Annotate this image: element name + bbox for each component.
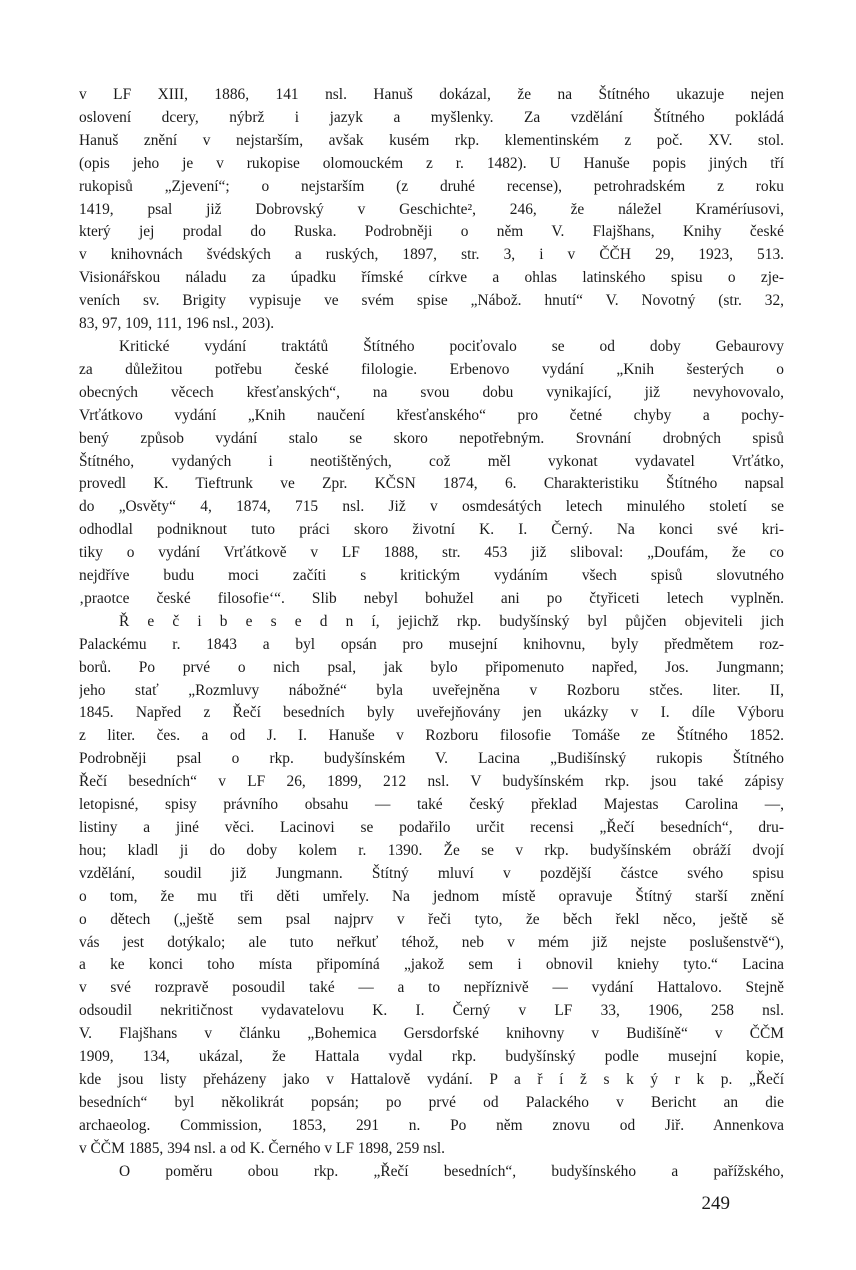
text-line: besedních“ byl několikrát popsán; po prvé od Palackého v Bericht an die <box>79 1093 784 1111</box>
text-line: 1419, psal již Dobrovský v Geschichte², 246, že náležel Kraméríusovi, <box>79 200 784 218</box>
text-line: hou; kladl ji do doby kolem r. 1390. Že se v rkp. budyšínském obráží dvojí <box>79 841 784 859</box>
paragraph-2 <box>79 336 784 611</box>
text-line: 1845. Napřed z Řečí besedních byly uveřejňovány jen ukázky v I. díle Výboru <box>79 704 784 722</box>
text-line: tiky o vydání Vrťátkově v LF 1888, str. 453 již sliboval: „Doufám, že co <box>79 544 784 562</box>
text-line: ‚praotce české filosofie‘“. Slib nebyl bohužel ani po čtyřiceti letech vyplněn. <box>79 589 784 607</box>
text-line: Řečí besedních“ v LF 26, 1899, 212 nsl. V budyšínském rkp. jsou také zápisy <box>79 773 784 791</box>
text-line: v knihovnách švédských a ruských, 1897, str. 3, i v ČČH 29, 1923, 513. <box>79 246 784 264</box>
text-line: z liter. čes. a od J. I. Hanuše v Rozboru filosofie Tomáše ze Štítného 1852. <box>79 727 784 745</box>
text-line: za důležitou potřebu české filologie. Erbenovo vydání „Knih šesterých o <box>79 360 784 378</box>
text-line: provedl K. Tieftrunk ve Zpr. KČSN 1874, 6. Charakteristiku Štítného napsal <box>79 475 784 493</box>
text-line: letopisné, spisy právního obsahu — také český překlad Majestas Carolina —, <box>79 796 784 814</box>
text-line: V. Flajšhans v článku „Bohemica Gersdorfské knihovny v Budišíně“ v ČČM <box>79 1025 784 1043</box>
text-line: v ČČM 1885, 394 nsl. a od K. Černého v LF 1898, 259 nsl. <box>79 1139 445 1157</box>
text-line: Visionářskou náladu za úpadku římské církve a ohlas latinského spisu o zje- <box>79 269 784 287</box>
text-line: Ř e č i b e s e d n í, jejichž rkp. budyšínský byl půjčen objeviteli jich <box>119 612 784 630</box>
page-number: 249 <box>701 1193 730 1214</box>
text-line: nejdříve budu moci začíti s kritickým vydáním všech spisů slovutného <box>79 567 784 585</box>
text-line: kde jsou listy přeházeny jako v Hattalově vydání. P a ř í ž s k ý r k p. „Řečí <box>79 1070 784 1088</box>
text-line: Vrťátkovo vydání „Knih naučení křesťanského“ pro četné chyby a pochy- <box>79 406 784 424</box>
text-line: vás jest dotýkalo; ale tuto neřkuť téhož, neb v mém již nejste poslušenstvě“), <box>79 933 784 951</box>
text-line: Podrobněji psal o rkp. budyšínském V. Lacina „Budišínský rukopis Štítného <box>79 750 784 768</box>
text-line: Štítného, vydaných i neotištěných, což měl vykonat vydavatel Vrťátko, <box>79 452 784 470</box>
text-line: jeho stať „Rozmluvy nábožné“ byla uveřejněna v Rozboru stčes. liter. II, <box>79 681 784 699</box>
text-line: a ke konci toho místa připomíná „jakož sem i obnovil kniehy tyto.“ Lacina <box>79 956 784 974</box>
text-line: o dětech („ještě sem psal najprv v řeči tyto, že běch řekl něco, ještě sě <box>79 910 784 928</box>
text-line: O poměru obou rkp. „Řečí besedních“, budyšínského a pařížského, <box>119 1162 784 1180</box>
text-line: vzdělání, soudil již Jungmann. Štítný mluví v pozdější částce svého spisu <box>79 864 784 882</box>
text-line: o tom, že mu tři děti umřely. Na jednom místě opravuje Štítný starší znění <box>79 887 784 905</box>
page-body <box>79 84 784 1184</box>
text-line: v LF XIII, 1886, 141 nsl. Hanuš dokázal, že na Štítného ukazuje nejen <box>79 86 784 103</box>
text-line: 83, 97, 109, 111, 196 nsl., 203). <box>79 315 275 333</box>
text-line: rukopisů „Zjevení“; o nejstarším (z druhé recense), petrohradském z roku <box>79 177 784 195</box>
text-line: v své rozpravě posoudil také — a to nepříznivě — vydání Hattalovo. Stejně <box>79 979 784 997</box>
text-line: 1909, 134, ukázal, že Hattala vydal rkp. budyšínský podle musejní kopie, <box>79 1048 784 1066</box>
text-line: odsoudil nekritičnost vydavatelovu K. I. Černý v LF 33, 1906, 258 nsl. <box>79 1002 784 1020</box>
text-line: veních sv. Brigity vypisuje ve svém spise „Nábož. hnutí“ V. Novotný (str. 32, <box>79 292 784 310</box>
text-line: listiny a jiné věci. Lacinovi se podařilo určit recensi „Řečí besedních“, dru- <box>79 819 784 836</box>
text-line: archaeolog. Commission, 1853, 291 n. Po něm znovu od Jiř. Annenkova <box>79 1116 784 1134</box>
text-line: který jej prodal do Ruska. Podrobněji o něm V. Flajšhans, Knihy české <box>79 223 784 241</box>
paragraph-1 <box>79 84 784 336</box>
text-line: Hanuš znění v nejstarším, avšak kusém rkp. klementinském z poč. XV. stol. <box>79 131 784 149</box>
text-line: Palackému r. 1843 a byl opsán pro musejní knihovnu, byly předmětem roz- <box>79 635 784 653</box>
text-line: odhodlal podniknout tuto práci skoro životní K. I. Černý. Na konci své kri- <box>79 521 784 539</box>
text-line: oslovení dcery, nýbrž i jazyk a myšlenky. Za vzdělání Štítného pokládá <box>79 108 784 126</box>
text-line: Kritické vydání traktátů Štítného pociťovalo se od doby Gebaurovy <box>119 337 784 355</box>
text-line: (opis jeho je v rukopise olomouckém z r. 1482). U Hanuše popis jiných tří <box>79 154 784 172</box>
text-line: bený způsob vydání stalo se skoro nepotřebným. Srovnání drobných spisů <box>79 429 784 447</box>
text-line: do „Osvěty“ 4, 1874, 715 nsl. Již v osmdesátých letech minulého století se <box>79 498 784 516</box>
text-line: borů. Po prvé o nich psal, jak bylo připomenuto napřed, Jos. Jungmann; <box>79 658 784 676</box>
paragraph-3 <box>79 611 784 1161</box>
paragraph-4 <box>79 1161 784 1184</box>
text-line: obecných věcech křesťanských“, na svou dobu vynikající, již nevyhovovalo, <box>79 383 784 401</box>
